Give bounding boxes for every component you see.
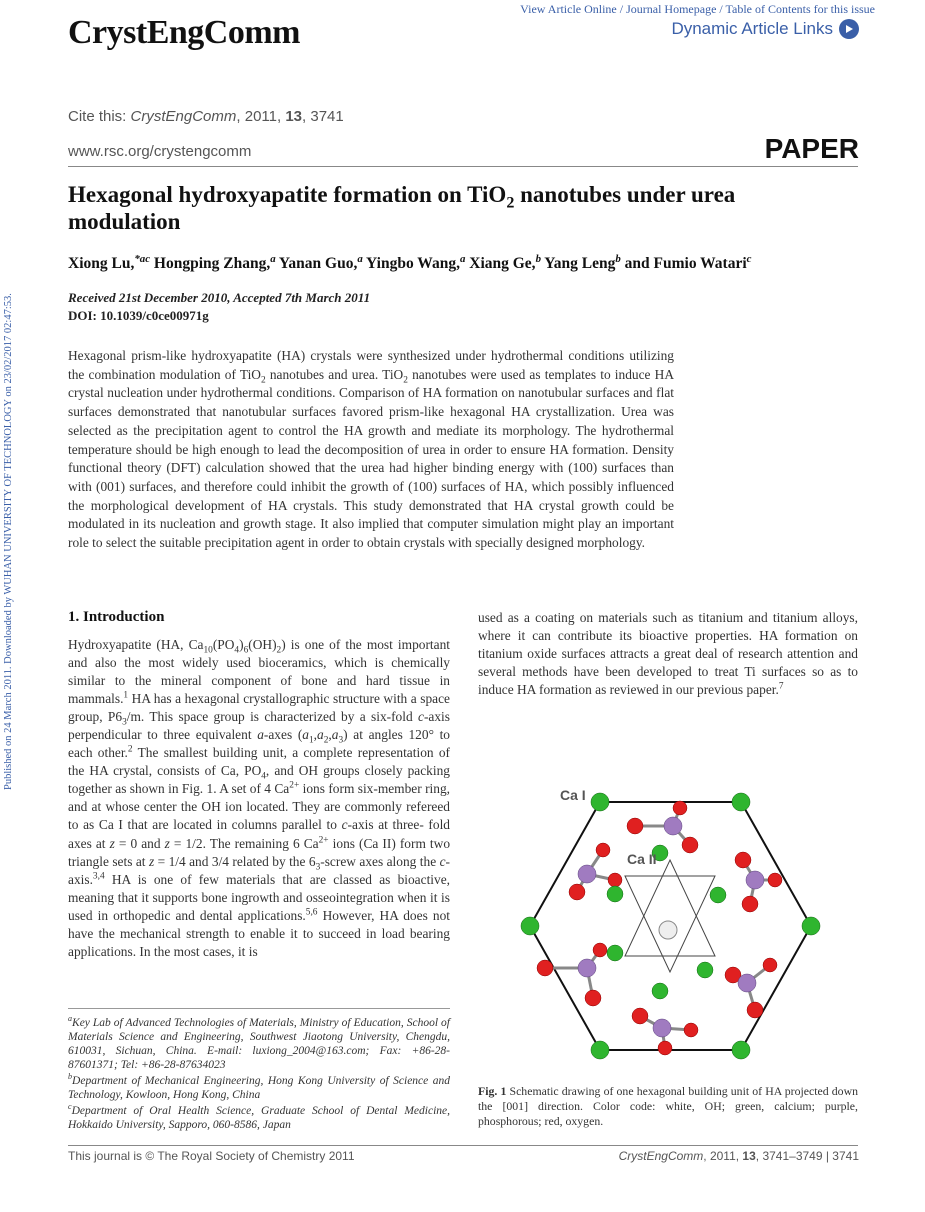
triangle-up xyxy=(625,860,715,956)
paper-label: PAPER xyxy=(764,133,859,164)
footnote-rule xyxy=(68,1008,450,1009)
affiliation-footnotes xyxy=(68,1016,450,1134)
author-list: Xiong Lu,$^{*ac}$ Hongping Zhang,$^a$ Yanan Guo,$^a$ Yingbo Wang,$^a$ Xiang Ge,$^b$ Yang Leng$^b$ and Fumio Watari$^c$ xyxy=(68,252,752,272)
footer-rule xyxy=(68,1145,858,1146)
ha-unit-figure xyxy=(505,780,835,1080)
received-dates: Received 21st December 2010, Accepted 7th March 2011 xyxy=(68,290,371,305)
dynamic-article-links[interactable] xyxy=(671,19,859,39)
doi[interactable]: DOI: 10.1039/c0ce00971g xyxy=(68,308,209,323)
oh-atom xyxy=(659,921,677,939)
journal-title: CrystEngComm xyxy=(68,14,300,51)
journal-url[interactable]: www.rsc.org/crystengcomm xyxy=(68,143,252,160)
footer-citation: CrystEngComm, 2011, 13, 3741–3749 | 3741 xyxy=(618,1149,859,1163)
article-title: Hexagonal hydroxyapatite formation on TiO$_2$ nanotubes under urea modulation xyxy=(68,182,736,234)
intro-left-column: Hydroxyapatite (HA, $Ca_{10}(PO_4)_6(OH)_2$) is one of the most important and also the most widely used bioceramics, which is chemically similar to the mineral component of bone and hard tissue in mammals.$^1$ HA has a hexagonal crystallographic structure with a space group, $P6_3/m$. This space group is characterized by a six-fold c-axis perpendicular to three equivalent a-axes $(a_1,a_2,a_3)$ at angles 120° to each other.$^2$ The smallest building unit, a complete representation of the HA crystal, consists of Ca, $PO_4$, and OH groups closely packing together as shown in Fig. 1. A set of 4 $Ca^{2+}$ ions form six-member ring, and at whose center the OH ion located. They are commonly refereed to as Ca I that are located in columns parallel to c-axis at three- fold axes at z = 0 and z = 1/2. The remaining 6 $Ca^{2+}$ ions (Ca II) form two triangle sets at z = 1/4 and 3/4 related by the $6_3$-screw axes along the c-axis.$^{3,4}$ HA is one of few materials that are classed as bioactive, meaning that it supports bone ingrowth and osseointegration when it is used in orthopedic and dental applications.$^{5,6}$ However, HA does not have the mechanical strength to enable it to succeed in load bearing applications. In the most cases, it is xyxy=(68,637,451,959)
intro-right-column: used as a coating on materials such as titanium and titanium alloys, where it can contribute its bioactive properties. HA formation on titanium oxide surfaces attracts a great deal of research attention and several methods have been developed to treat Ti surfaces so as to induce HA formation as reviewed in our previous paper.$^7$ xyxy=(478,610,858,698)
footer-copyright: This journal is © The Royal Society of Chemistry 2011 xyxy=(68,1149,355,1163)
top-links[interactable]: View Article Online / Journal Homepage / Table of Contents for this issue xyxy=(520,2,875,16)
section-heading-introduction: 1. Introduction xyxy=(68,609,165,625)
citation-line: Cite this: CrystEngComm, 2011, 13, 3741 xyxy=(68,108,344,125)
abstract: Hexagonal prism-like hydroxyapatite (HA) crystals were synthesized under hydrothermal conditions utilizing the combination modulation of TiO$_2$ nanotubes and urea. TiO$_2$ nanotubes were used as templates to induce HA crystal nucleation under hydrothermal conditions. Comparison of HA formation on nanotubular surfaces and flat surfaces demonstrated that nanotubular surfaces favored prism-like hexagonal HA crystallization. Urea was selected as the precipitation agent to control the HA growth and mediate its morphology. The hydrothermal temperature should be high enough to lead the decomposition of urea in order to ensure HA formation. Density functional theory (DFT) calculation showed that the urea had higher binding energy with (100) surfaces than with (001) surfaces, and therefore could inhibit the growth of (100) surfaces of HA, which possibly influenced the morphological development of HA crystals. This study demonstrated that HA crystal growth could be modulated in its nucleation and growth stage. It also implied that computer simulation might play an important role to select the suitable precipitation agent in order to obtain crystals with specially designed morphology. xyxy=(68,348,675,551)
download-side-note: Published on 24 March 2011. Downloaded by WUHAN UNIVERSITY OF TECHNOLOGY on 23/02/2017 02:47:53. xyxy=(3,293,14,790)
ca1-label: Ca I xyxy=(560,787,586,803)
footnote-a: $^a$Key Lab of Advanced Technologies of Materials, Ministry of Education, School of Materials Science and Engineering, Southwest Jiaotong University, Chengdu, 610031, Sichuan, China. E-mail: luxiong_2004@163.com; Fax: +86-28-87601371; Tel: +86-28-87634023 xyxy=(68,1014,450,1071)
ca2-label: Ca II xyxy=(627,851,657,867)
footnote-c: $^c$Department of Oral Health Science, Graduate School of Dental Medicine, Hokkaido University, Sapporo, 060-8586, Japan xyxy=(68,1102,450,1131)
figure-caption: Fig. 1 Schematic drawing of one hexagonal building unit of HA projected down the [001] direction. Color code: white, OH; green, calcium; purple, phosphorous; red, oxygen. xyxy=(478,1084,858,1128)
dynamic-links-label[interactable]: Dynamic Article Links xyxy=(671,19,833,38)
footnote-b: $^b$Department of Mechanical Engineering, Hong Kong University of Science and Technology, Kowloon, Hong Kong, China xyxy=(68,1072,450,1101)
header-rule xyxy=(68,166,858,167)
play-icon[interactable] xyxy=(839,19,859,39)
